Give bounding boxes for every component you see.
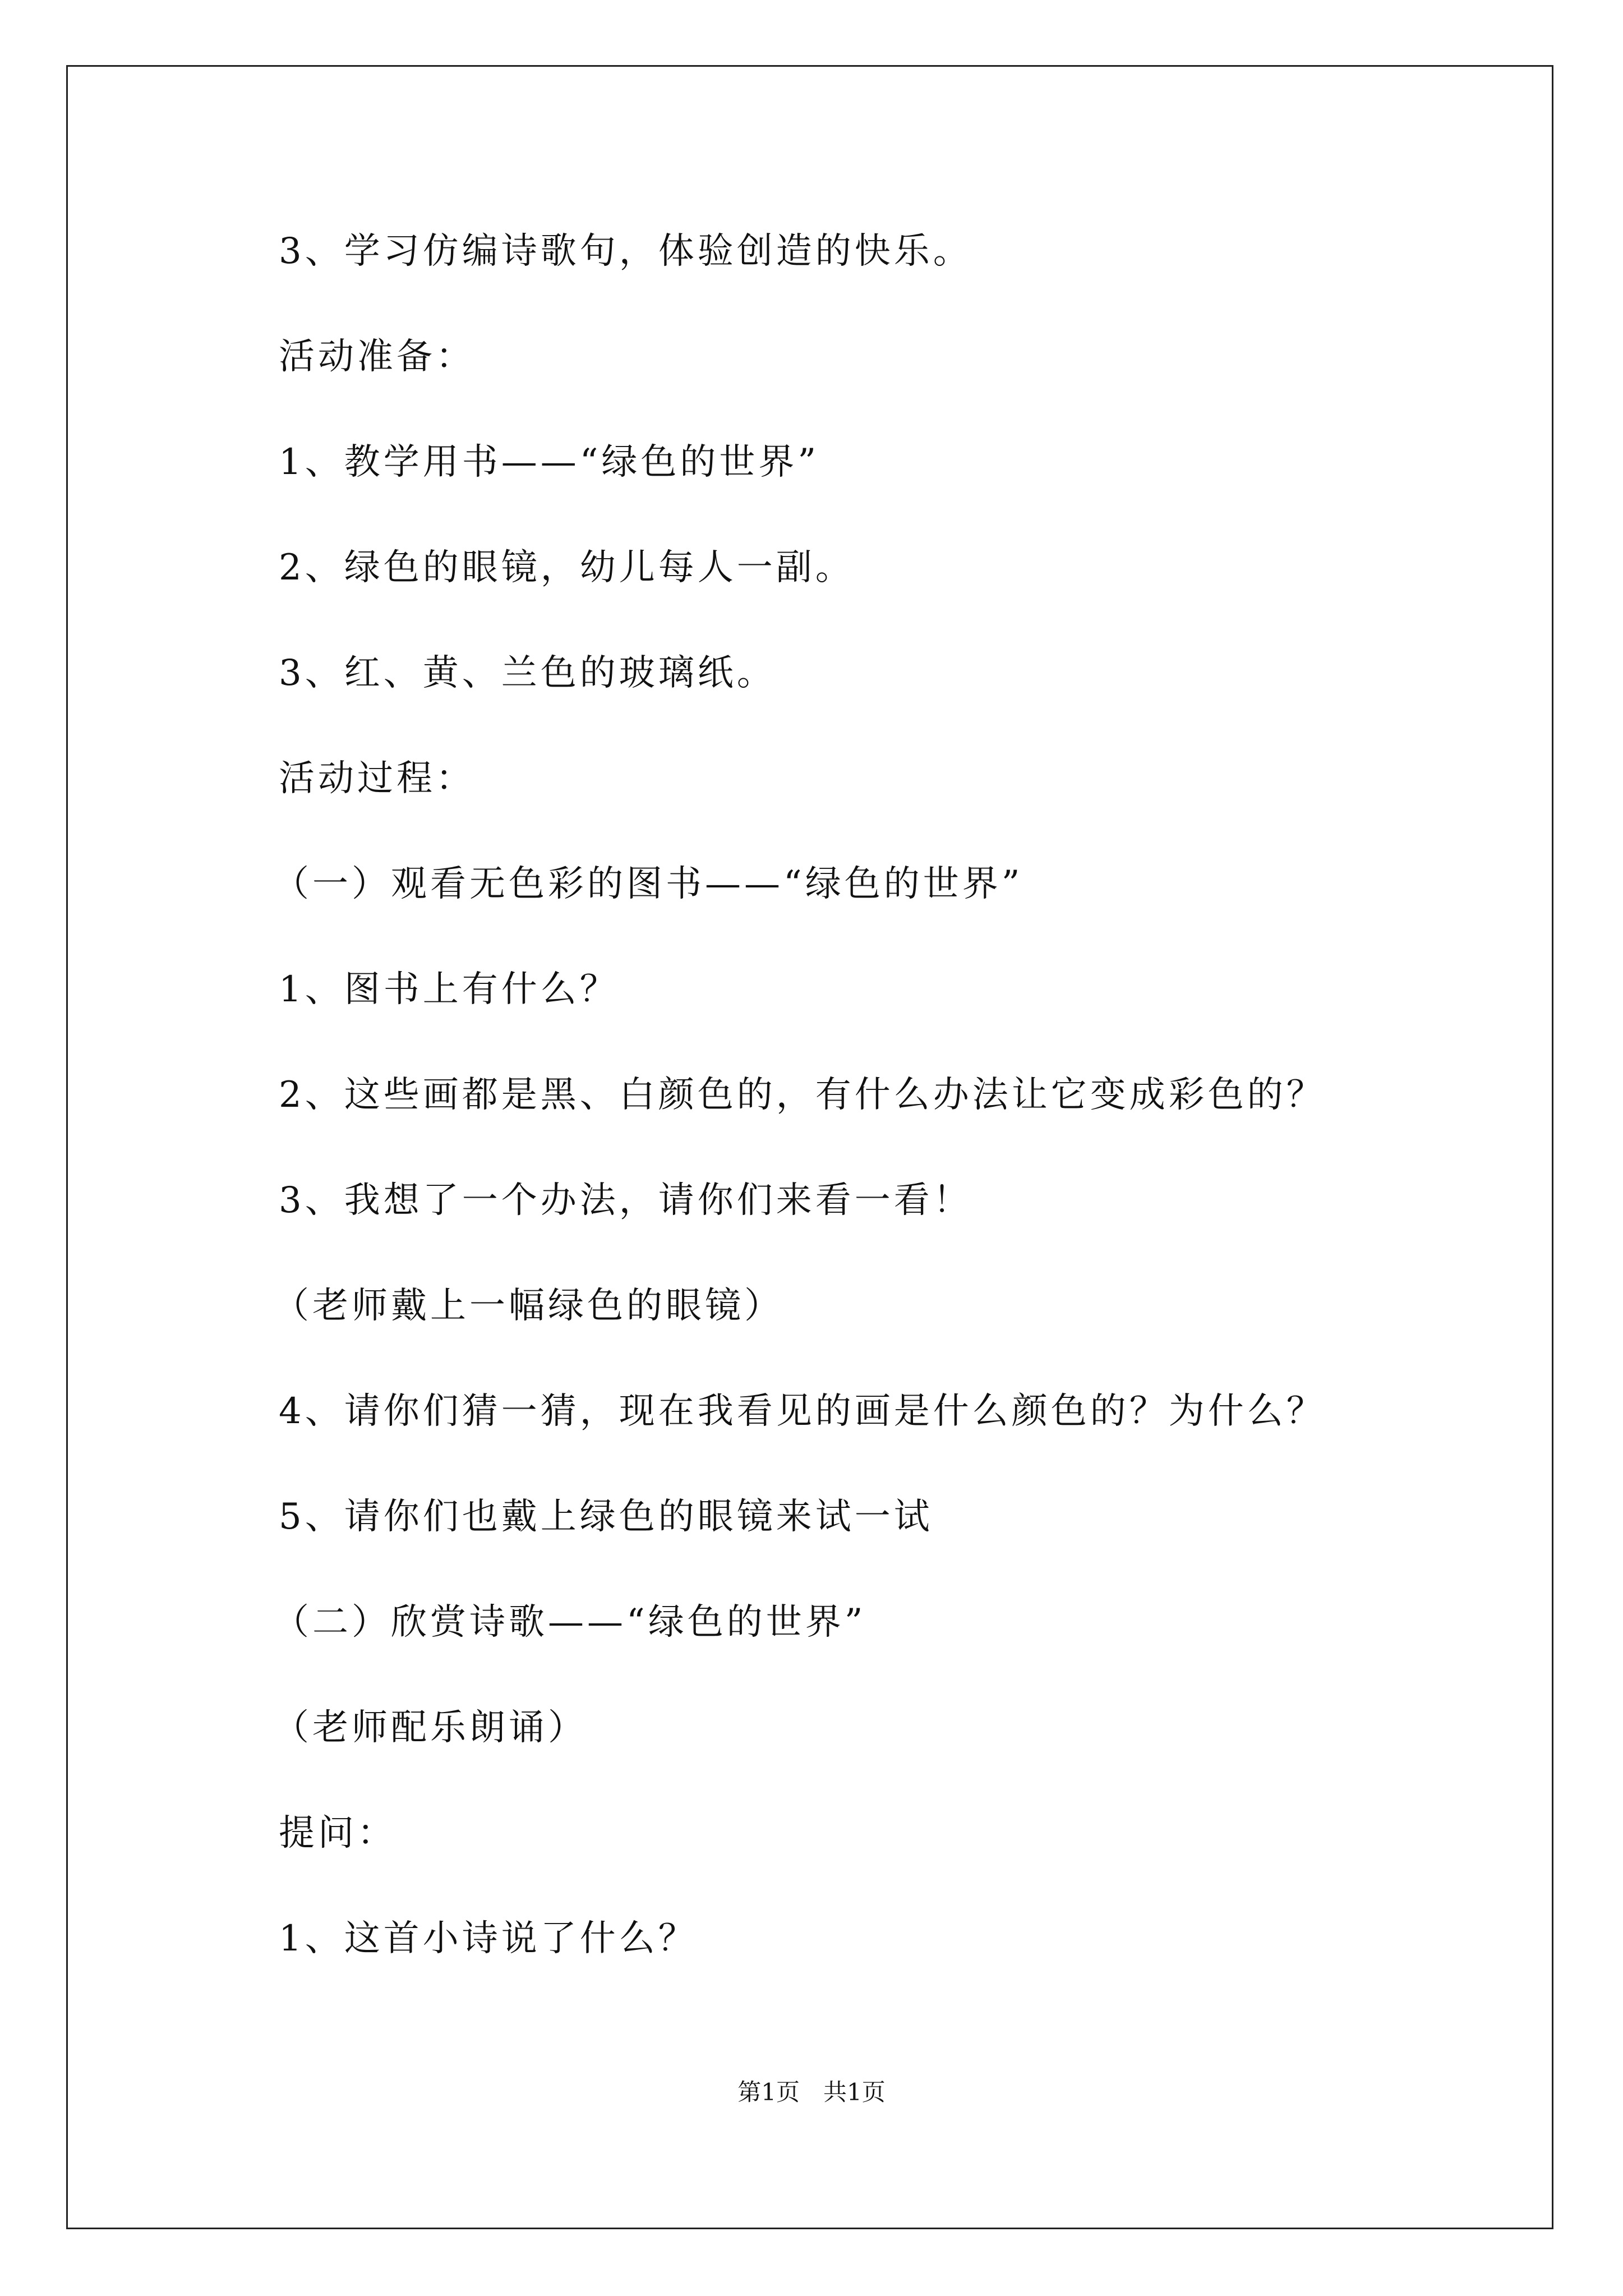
text-line: （老师配乐朗诵）	[273, 1707, 587, 1749]
text-line: 1、这首小诗说了什么？	[279, 1918, 698, 1959]
section-heading: 提问：	[279, 1812, 396, 1854]
page-frame	[66, 65, 1553, 2229]
text-line: 1、图书上有什么？	[279, 969, 619, 1010]
text-line: 5、请你们也戴上绿色的眼镜来试一试	[279, 1496, 933, 1538]
text-line: （老师戴上一幅绿色的眼镜）	[273, 1285, 783, 1327]
section-heading: 活动准备：	[279, 336, 475, 378]
page-footer: 第1页 共1页	[737, 2078, 886, 2106]
text-line: 3、我想了一个办法，请你们来看一看！	[279, 1180, 972, 1221]
text-line: 4、请你们猜一猜，现在我看见的画是什么颜色的？为什么？	[279, 1391, 1326, 1432]
subsection-heading: （一）观看无色彩的图书——“绿色的世界”	[273, 863, 1023, 905]
text-line: 3、红、黄、兰色的玻璃纸。	[279, 652, 776, 694]
section-heading: 活动过程：	[279, 758, 475, 799]
text-line: 1、教学用书——“绿色的世界”	[279, 441, 820, 483]
text-line: 2、绿色的眼镜，幼儿每人一副。	[279, 547, 855, 588]
subsection-heading: （二）欣赏诗歌——“绿色的世界”	[273, 1602, 866, 1643]
text-line: 2、这些画都是黑、白颜色的，有什么办法让它变成彩色的？	[279, 1074, 1326, 1116]
text-line: 3、学习仿编诗歌句，体验创造的快乐。	[279, 231, 972, 272]
